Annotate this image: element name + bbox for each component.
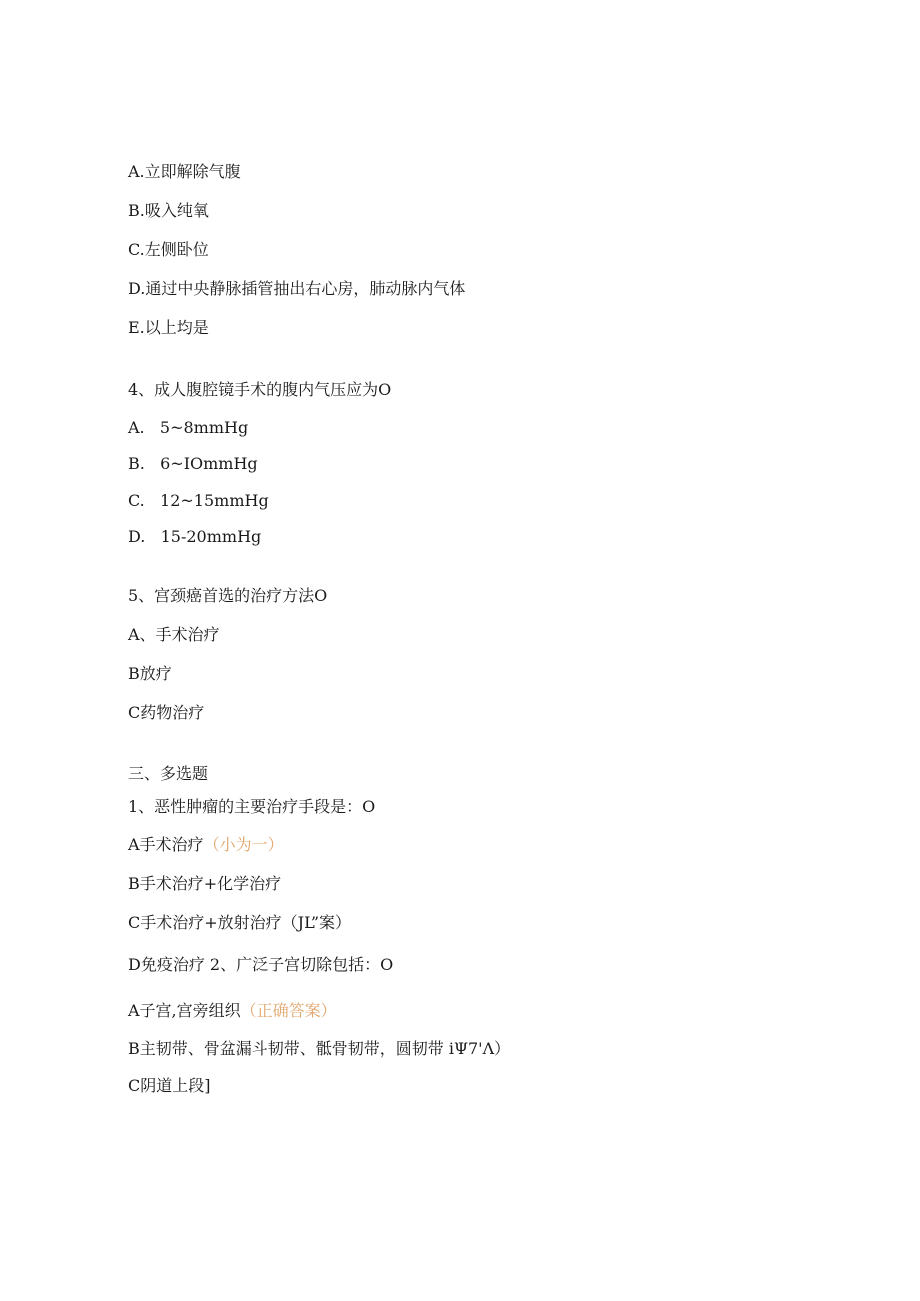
mq1-option-b: B手术治疗+化学治疗 xyxy=(128,874,282,893)
mq1-question: 1、恶性肿瘤的主要治疗手段是：O xyxy=(128,797,376,816)
section-heading: 三、多选题 xyxy=(128,764,209,783)
mq1-option-a xyxy=(128,835,284,855)
q4-option-b: B. 6~IOmmHg xyxy=(128,454,258,473)
q3-option-e: E.以上均是 xyxy=(128,318,209,337)
q4-option-c: C. 12~15mmHg xyxy=(128,491,269,510)
q3-option-d: D.通过中央静脉插管抽出右心房，肺动脉内气体 xyxy=(128,279,466,298)
q3-option-a: A.立即解除气腹 xyxy=(128,162,241,181)
q4-question: 4、成人腹腔镜手术的腹内气压应为O xyxy=(128,380,392,399)
mq2-option-a xyxy=(128,1001,337,1021)
q5-option-c: C药物治疗 xyxy=(128,703,205,722)
q4-option-a: A. 5~8mmHg xyxy=(128,418,249,437)
q3-option-b: B.吸入纯氧 xyxy=(128,201,209,220)
mq1-answer-mark: （小为一） xyxy=(203,835,284,854)
q5-option-a: A、手术治疗 xyxy=(128,625,220,644)
mq1-option-c: C手术治疗+放射治疗（JL”案） xyxy=(128,913,352,932)
mq1-option-a-text: A手术治疗 xyxy=(128,835,204,854)
mq1-option-d-and-mq2-question: D免疫治疗 2、广泛子宫切除包括：O xyxy=(128,955,394,974)
mq2-answer-mark: （正确答案） xyxy=(240,1001,337,1020)
mq2-option-a-text: A子宫,宫旁组织 xyxy=(128,1001,241,1020)
q5-option-b: B放疗 xyxy=(128,664,172,683)
mq2-option-b: B主韧带、骨盆漏斗韧带、骶骨韧带，圆韧带 iΨ7'Λ） xyxy=(128,1039,511,1058)
q3-option-c: C.左侧卧位 xyxy=(128,240,209,259)
q4-option-d: D. 15-20mmHg xyxy=(128,527,262,546)
q5-question: 5、宫颈癌首选的治疗方法O xyxy=(128,586,328,605)
mq2-option-c: C阴道上段] xyxy=(128,1076,211,1095)
